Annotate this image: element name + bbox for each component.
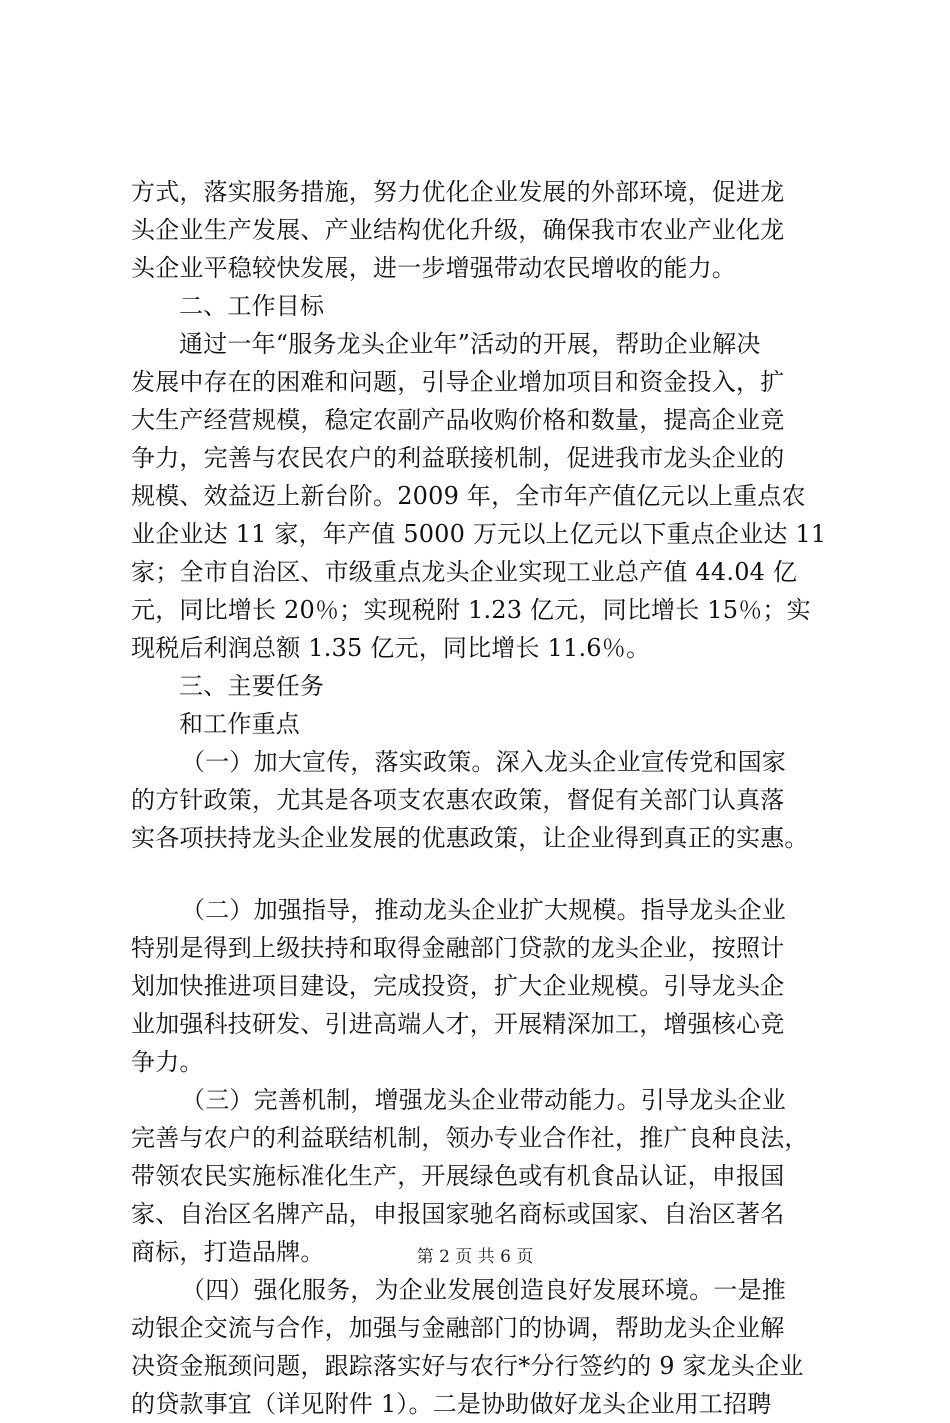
- text-line: 动银企交流与合作，加强与金融部门的协调，帮助龙头企业解: [131, 1314, 785, 1342]
- text-line: 通过一年“服务龙头企业年”活动的开展，帮助企业解决: [179, 330, 761, 358]
- text-line: 的方针政策，尤其是各项支农惠农政策，督促有关部门认真落: [131, 786, 785, 814]
- text-line: （一）加大宣传，落实政策。深入龙头企业宣传党和国家: [181, 748, 786, 776]
- text-line: 业加强科技研发、引进高端人才，开展精深加工，增强核心竞: [131, 1010, 785, 1038]
- text-line: 划加快推进项目建设，完成投资，扩大企业规模。引导龙头企: [131, 972, 785, 1000]
- text-line: 规模、效益迈上新台阶。2009 年，全市年产值亿元以上重点农: [131, 482, 806, 510]
- text-line: 完善与农户的利益联结机制，领办专业合作社，推广良种良法，: [131, 1124, 809, 1152]
- text-line: 头企业生产发展、产业结构优化升级，确保我市农业产业化龙: [131, 216, 785, 244]
- text-line: 争力，完善与农民农户的利益联接机制，促进我市龙头企业的: [131, 444, 785, 472]
- text-line: 家；全市自治区、市级重点龙头企业实现工业总产值 44.04 亿: [131, 558, 798, 586]
- text-line: （四）强化服务，为企业发展创造良好发展环境。一是推: [181, 1276, 786, 1304]
- text-line: （三）完善机制，增强龙头企业带动能力。引导龙头企业: [181, 1086, 786, 1114]
- text-line: 带领农民实施标准化生产，开展绿色或有机食品认证，申报国: [131, 1162, 785, 1190]
- text-line: 决资金瓶颈问题，跟踪落实好与农行*分行签约的 9 家龙头企业: [131, 1352, 804, 1380]
- text-line: 发展中存在的困难和问题，引导企业增加项目和资金投入，扩: [131, 368, 785, 396]
- text-line: 特别是得到上级扶持和取得金融部门贷款的龙头企业，按照计: [131, 934, 785, 962]
- text-line: 头企业平稳较快发展，进一步增强带动农民增收的能力。: [131, 254, 736, 282]
- text-line: 元，同比增长 20％；实现税附 1.23 亿元，同比增长 15％；实: [131, 596, 811, 624]
- text-line: 实各项扶持龙头企业发展的优惠政策，让企业得到真正的实惠。: [131, 824, 809, 852]
- page-number-footer: 第 2 页 共 6 页: [416, 1247, 534, 1267]
- text-line: （二）加强指导，推动龙头企业扩大规模。指导龙头企业: [181, 896, 786, 924]
- section-heading: 二、工作目标: [179, 292, 325, 320]
- document-body: [131, 173, 831, 1423]
- section-heading: 三、主要任务: [179, 672, 325, 700]
- text-line: 大生产经营规模，稳定农副产品收购价格和数量，提高企业竞: [131, 406, 785, 434]
- text-line: 业企业达 11 家，年产值 5000 万元以上亿元以下重点企业达 11: [131, 520, 827, 548]
- paragraph-gap: [131, 857, 831, 891]
- text-line: 商标，打造品牌。: [131, 1238, 325, 1266]
- text-line: 方式，落实服务措施，努力优化企业发展的外部环境，促进龙: [131, 178, 785, 206]
- text-line: 的贷款事宜（详见附件 1）。二是协助做好龙头企业用工招聘: [131, 1390, 772, 1418]
- section-heading-continued: 和工作重点: [179, 710, 300, 738]
- text-line: 家、自治区名牌产品，申报国家驰名商标或国家、自治区著名: [131, 1200, 785, 1228]
- text-line: 现税后利润总额 1.35 亿元，同比增长 11.6％。: [131, 634, 651, 662]
- text-line: 争力。: [131, 1048, 204, 1076]
